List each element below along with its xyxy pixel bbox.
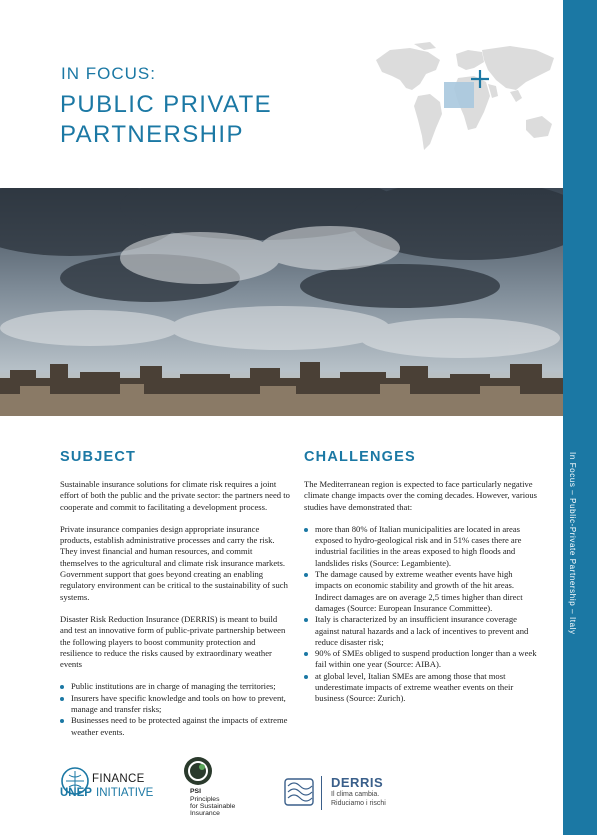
partner-logos xyxy=(0,752,563,832)
subject-paragraph: Disaster Risk Reduction Insurance (DERRIS) is meant to build and test an innovative form of public-private partnership between the following players to boost community protection and resilience to reduce the risks caused by extraordinary weather events xyxy=(60,613,286,670)
kicker: IN FOCUS: xyxy=(61,64,156,83)
list-item: Businesses need to be protected against the impacts of extreme weather events. xyxy=(60,715,290,738)
subject-bullet-list xyxy=(60,681,290,737)
list-item: Italy is characterized by an insufficient insurance coverage against natural hazards and a lack of incentives to prevent and reduce disaster risk; xyxy=(304,614,540,648)
list-item: 90% of SMEs obliged to suspend production longer than a week fail within one year (Source: AIBA). xyxy=(304,648,540,671)
list-item: Insurers have specific knowledge and tools on how to prevent, manage and transfer risks; xyxy=(60,693,290,716)
list-item: more than 80% of Italian municipalities are located in areas exposed to hydro-geological risk and in 51% cases there are industrial facilities in the areas exposed to high floods and landslides risks (Source: Legambiente). xyxy=(304,524,540,569)
subject-paragraph: Sustainable insurance solutions for climate risk requires a joint effort of both the public and the private sector: the partners need to cooperate and commit to facilitating a development process. xyxy=(60,479,290,512)
challenges-body xyxy=(304,479,540,705)
unep-text: UNEP xyxy=(60,787,92,799)
list-item: The damage caused by extreme weather events have high impacts on economic stability and growth of the hit areas. Indirect damages are on average 2,5 times higher than direct damages (Source: European Insurance Committee). xyxy=(304,569,540,614)
unep-initiative-text: INITIATIVE xyxy=(96,787,154,799)
list-item: at global level, Italian SMEs are among those that most underestimate impacts of extreme weather events on their business (Source: Zurich). xyxy=(304,671,540,705)
running-title: In Focus – Public-Private Partnership – Italy xyxy=(568,452,577,635)
psi-line-1: Principles xyxy=(190,796,220,803)
cloudy-city-photo xyxy=(0,188,563,416)
derris-divider xyxy=(321,776,322,810)
page-title: PUBLIC PRIVATE PARTNERSHIP xyxy=(60,91,273,148)
derris-tagline-1: Il clima cambia. xyxy=(331,791,380,798)
unep-finance-text: FINANCE xyxy=(92,773,145,785)
list-item: Public institutions are in charge of managing the territories; xyxy=(60,681,290,692)
psi-abbr: PSI xyxy=(190,788,201,795)
side-color-band xyxy=(563,0,597,835)
psi-emblem-icon xyxy=(183,756,213,786)
challenges-bullet-list xyxy=(304,524,540,705)
subject-body xyxy=(60,479,290,738)
derris-name: DERRIS xyxy=(331,775,384,790)
psi-line-3: Insurance xyxy=(190,810,220,817)
derris-tagline-2: Riduciamo i rischi xyxy=(331,800,386,807)
subject-paragraph: Private insurance companies design appropriate insurance products, establish administrative processes and carry the risk. They invest financial and human resources, and commit themselves to the agricultural and climate risk insurance markets. Government support that goes beyond creating an enabling regulatory environment can be critical to the sustainability of such systems. xyxy=(60,523,288,602)
psi-line-2: for Sustainable xyxy=(190,803,236,810)
world-map-icon xyxy=(370,40,560,166)
challenges-intro: The Mediterranean region is expected to face particularly negative climate change impacts over the coming decades. However, various studies have demonstrated that: xyxy=(304,479,538,512)
challenges-heading: CHALLENGES xyxy=(304,449,416,465)
derris-emblem-icon xyxy=(284,778,314,806)
subject-heading: SUBJECT xyxy=(60,449,137,465)
